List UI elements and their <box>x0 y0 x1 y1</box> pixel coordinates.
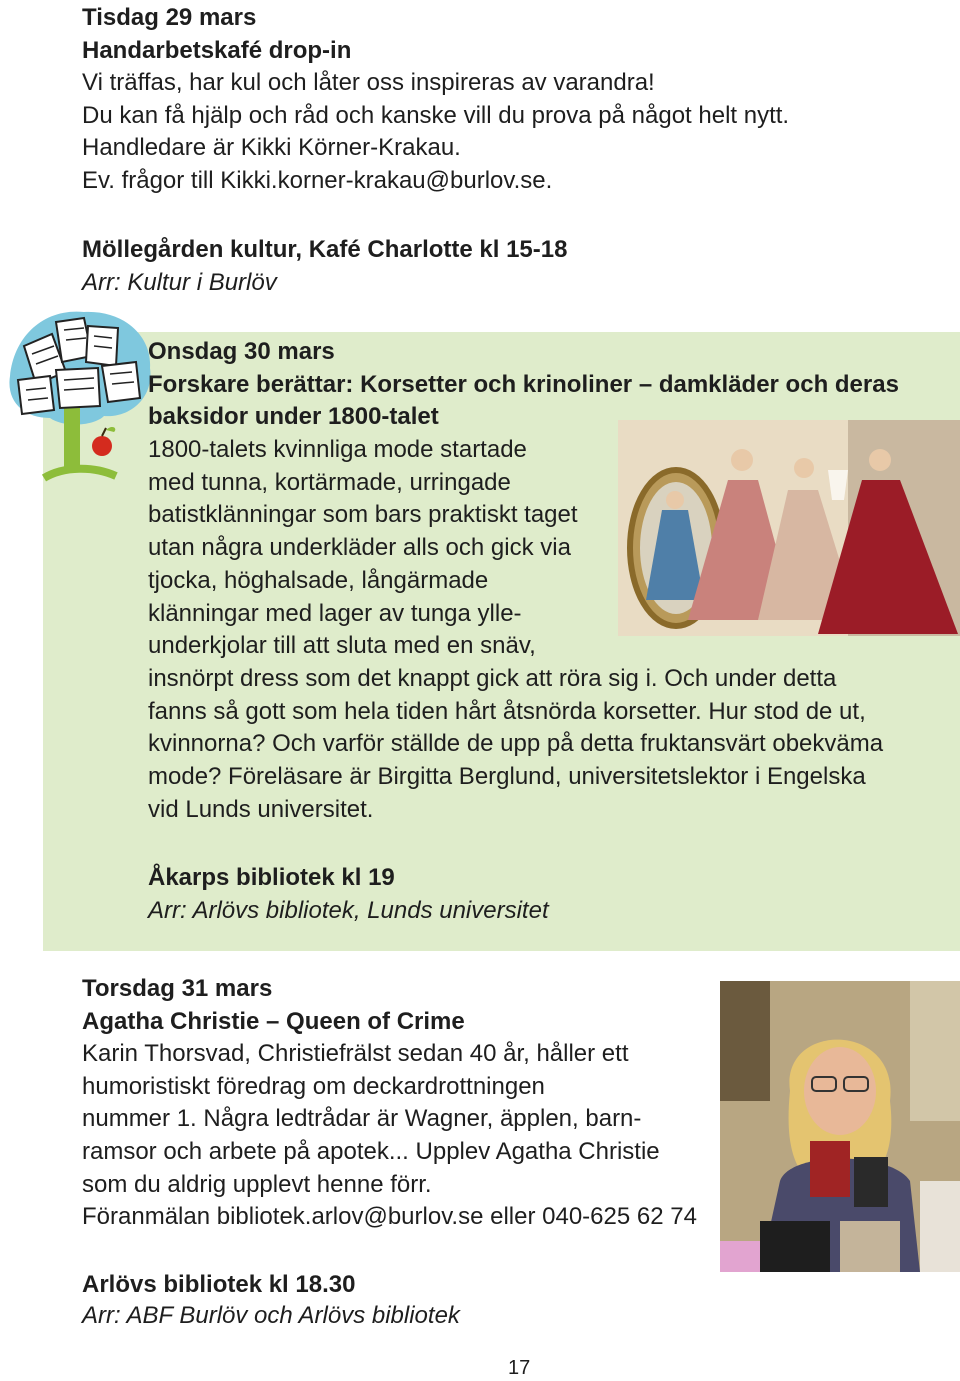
speaker-photo <box>720 981 960 1272</box>
event-venue: Arlövs bibliotek kl 18.30 <box>82 1271 356 1298</box>
fashion-painting-image <box>618 420 960 636</box>
event-text-line: utan några underkläder alls och gick via <box>148 534 571 562</box>
event-text-line: 1800-talets kvinnliga mode startade <box>148 436 527 463</box>
event-thursday-venue-block <box>82 1269 460 1331</box>
event-date: Torsdag 31 mars <box>82 975 273 1002</box>
event-text-line: som du aldrig upplevt henne förr. <box>82 1170 432 1198</box>
event-thursday <box>82 973 697 1234</box>
event-text-line: mode? Föreläsare är Birgitta Berglund, universitetslektor i Engelska <box>148 763 866 791</box>
event-text-line: Vi träffas, har kul och låter oss inspireras av varandra! <box>82 69 655 97</box>
event-text-line: Ev. frågor till Kikki.korner-krakau@burlov.se. <box>82 166 553 194</box>
event-tuesday <box>82 2 789 198</box>
event-text-line: tjocka, höghalsade, långärmade <box>148 566 489 594</box>
event-text-line: med tunna, kortärmade, urringade <box>148 468 511 496</box>
event-text-line: Föranmälan bibliotek.arlov@burlov.se eller 040-625 62 74 <box>82 1203 697 1231</box>
event-text-line: insnörpt dress som det knappt gick att röra sig i. Och under detta <box>148 664 837 692</box>
event-text-line: kvinnorna? Och varför ställde de upp på detta fruktansvärt obekväma <box>148 730 884 758</box>
event-text-line: Handledare är Kikki Körner-Krakau. <box>82 134 461 162</box>
event-text-line: nummer 1. Några ledtrådar är Wagner, äpplen, barn- <box>82 1105 642 1133</box>
event-text-line: ramsor och arbete på apotek... Upplev Agatha Christie <box>82 1137 660 1165</box>
event-venue: Åkarps bibliotek kl 19 <box>148 864 395 891</box>
event-title: Forskare berättar: Korsetter och krinoliner – damkläder och deras <box>148 370 899 398</box>
event-arranger: Arr: Kultur i Burlöv <box>82 269 277 296</box>
event-title: baksidor under 1800-talet <box>148 403 439 431</box>
event-wednesday-venue-block <box>148 861 549 927</box>
event-date: Tisdag 29 mars <box>82 4 257 31</box>
event-arranger: Arr: ABF Burlöv och Arlövs bibliotek <box>82 1302 460 1329</box>
event-tuesday-venue-block <box>82 233 567 299</box>
event-text-line: Du kan få hjälp och råd och kanske vill du prova på något helt nytt. <box>82 101 790 129</box>
event-venue: Möllegården kultur, Kafé Charlotte kl 15-18 <box>82 236 568 263</box>
event-text-line: humoristiskt föredrag om deckardrottningen <box>82 1072 545 1100</box>
event-date: Onsdag 30 mars <box>148 338 335 365</box>
event-text-line: underkjolar till att sluta med en snäv, <box>148 632 536 660</box>
event-text-line: fanns så gott som hela tiden hårt åtsnörda korsetter. Hur stod de ut, <box>148 697 866 725</box>
event-text-line: klänningar med lager av tunga ylle- <box>148 599 522 627</box>
event-text-line: batistklänningar som bars praktiskt taget <box>148 501 578 529</box>
book-tree-icon <box>4 306 154 484</box>
page-number: 17 <box>508 1357 531 1379</box>
event-text-line: vid Lunds universitet. <box>148 795 374 823</box>
event-title: Handarbetskafé drop-in <box>82 36 352 64</box>
event-arranger: Arr: Arlövs bibliotek, Lunds universitet <box>148 897 549 924</box>
event-title: Agatha Christie – Queen of Crime <box>82 1007 465 1035</box>
event-text-line: Karin Thorsvad, Christiefrälst sedan 40 år, håller ett <box>82 1040 629 1068</box>
